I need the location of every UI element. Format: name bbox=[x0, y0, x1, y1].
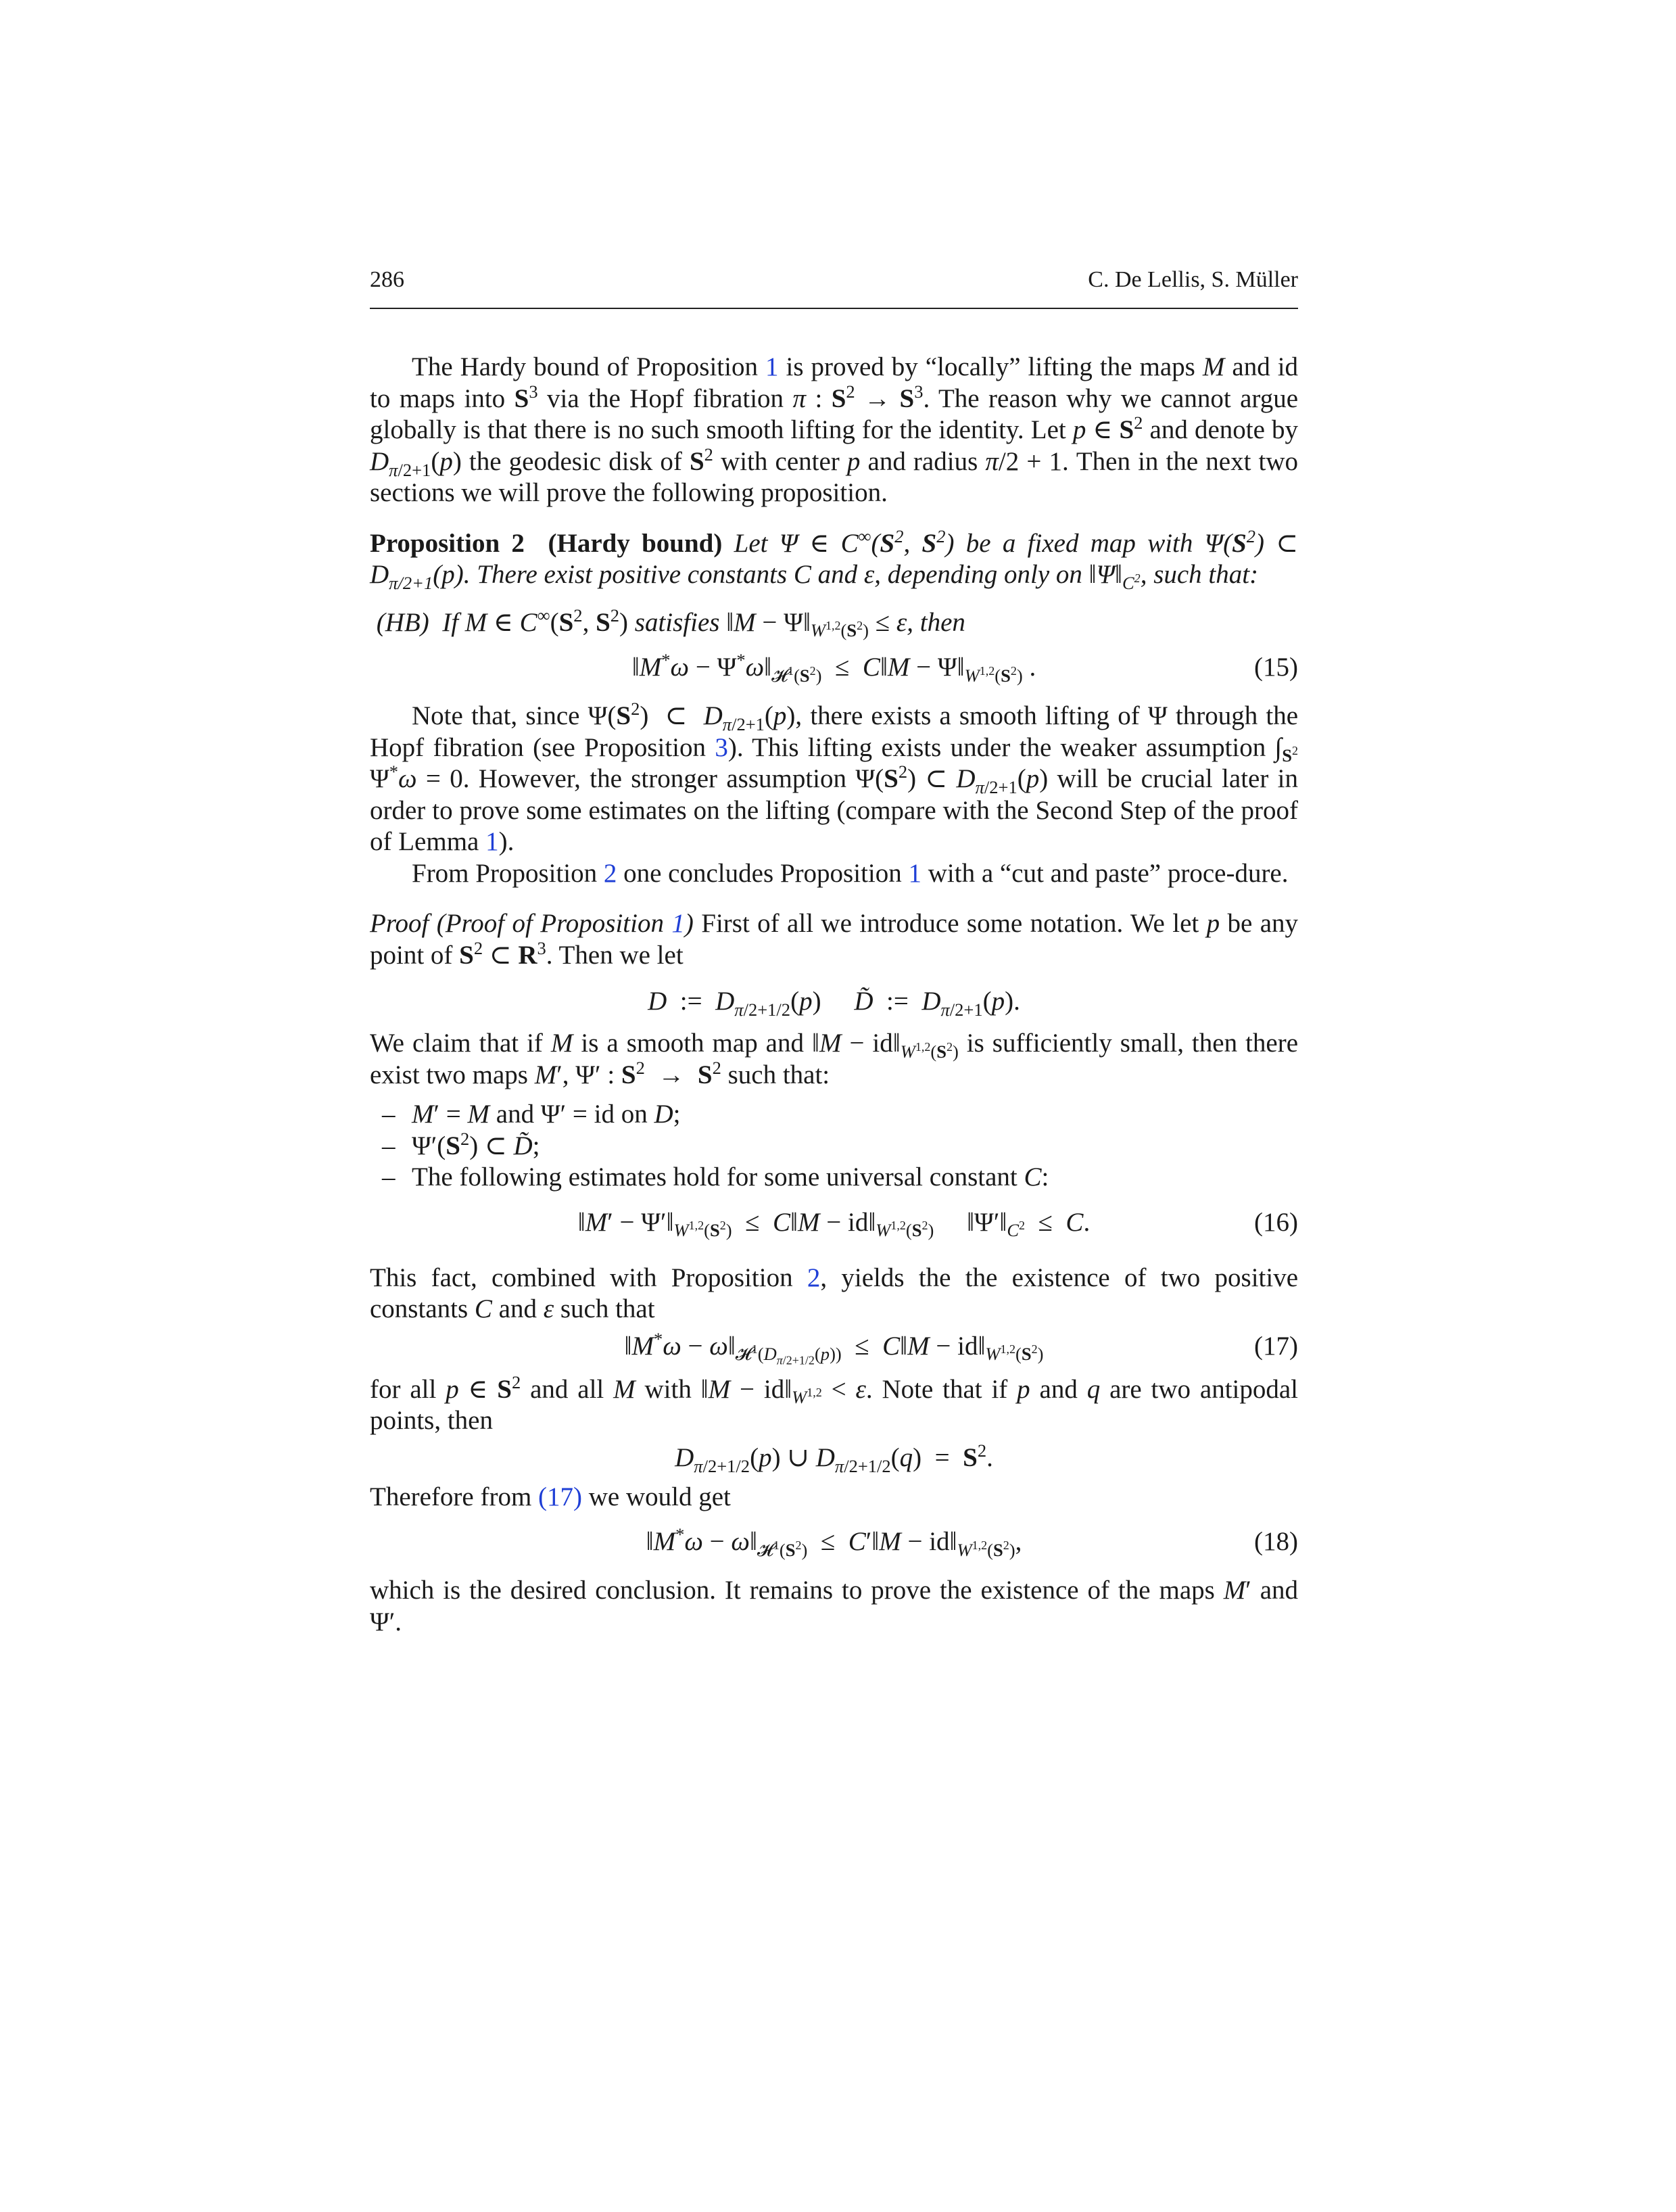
equation-number: (16) bbox=[1254, 1207, 1298, 1237]
equation-disks: D := $D_{\pi/2+1/2}(p)$ D̃ := $D_{\pi/2+1}(p)$. bbox=[648, 987, 1020, 1020]
page-body bbox=[370, 352, 1298, 1638]
link-proposition-3[interactable]: 3 bbox=[715, 732, 728, 762]
paragraph-note: Note that, since $\Psi(S^2)$ ⊂ $D_{\pi/2+1}(p)$, there exists a smooth lifting of Ψ through the Hopf fibration (see Proposition 3). This lifting exists under the weaker assumption $\int_{S^2}$ Ψ*ω = 0. However, the stronger assumption $\Psi(S^2)$ ⊂ $D_{\pi/2+1}(p)$ will be crucial later in order to prove some estimates on the lifting (compare with the Second Step of the proof of Lemma 1). bbox=[370, 699, 1299, 856]
equation-18: ‖M*ω − $\omega‖_{𝓗^1(S^2)}$ ≤ C′‖M − $id‖_{W^{1,2}(S^2)}$, (18) bbox=[646, 1524, 1298, 1560]
running-authors: C. De Lellis, S. Müller bbox=[1088, 267, 1298, 292]
link-equation-17[interactable]: (17) bbox=[538, 1482, 583, 1511]
paragraph-claim: We claim that if M is a smooth map and ‖M − $id‖_{W^{1,2}(S^2)}$ is sufficiently small, then there exist two maps M′, Ψ′ : $S^2 \to S^2$ such that: bbox=[370, 1029, 1299, 1089]
equation-17: ‖M*ω − $\omega‖_{𝓗^1(D_{\pi/2+1/2}(p))}$ ≤ C‖M − $id‖_{W^{1,2}(S^2)}$ (17) bbox=[624, 1328, 1298, 1367]
list-item: – The following estimates hold for some universal constant C: bbox=[370, 1162, 1298, 1194]
paragraph-conclusion: which is the desired conclusion. It remains to prove the existence of the maps M′ and Ψ′. bbox=[370, 1576, 1298, 1637]
link-proposition-1[interactable]: 1 bbox=[765, 352, 779, 381]
list-item: – M′ = M and Ψ′ = id on D; bbox=[370, 1099, 1298, 1131]
proof-start: Proof (Proof of Proposition 1) First of all we introduce some notation. We let p be any point of $S^2$ ⊂ $R^3$. Then we let bbox=[370, 909, 1299, 970]
page-number: 286 bbox=[370, 267, 404, 292]
paragraph-antipodal: for all p ∈ $S^2$ and all M with ‖M − $id‖_{W^{1,2}} < \varepsilon$. Note that if p and q are two antipodal points, then bbox=[370, 1371, 1299, 1435]
proposition-2: Proposition 2 (Hardy bound) Let Ψ ∈ $C^\infty(S^2$, $S^2$) be a fixed map with $\Psi(S^2)$ ⊂ $D_{\pi/2+1}(p)$. There exist positive constants C and ε, depending only on $‖\Psi‖_{C^2}$, such that: bbox=[370, 525, 1298, 593]
link-proposition-1b[interactable]: 1 bbox=[908, 858, 921, 888]
condition-hb: (HB) If M ∈ $C^\infty(S^2$, $S^2$) satisfies ‖M − $\Psi‖_{W^{1,2}(S^2)} \le \varepsilon$, then bbox=[376, 605, 965, 641]
paragraph-therefore: Therefore from (17) we would get bbox=[370, 1482, 731, 1511]
claim-list bbox=[370, 1099, 1298, 1194]
equation-15: ‖M*ω − $\Psi^*\omega‖_{𝓗^1(S^2)}$ ≤ C‖M − $\Psi‖_{W^{1,2}(S^2)}$ . (15) bbox=[631, 650, 1298, 686]
equation-16: ‖M′ − $\Psi'‖_{W^{1,2}(S^2)}$ ≤ C‖M − $id‖_{W^{1,2}(S^2)}$ $‖\Psi'‖_{C^2} \le C$. (16) bbox=[577, 1207, 1298, 1241]
equation-number: (17) bbox=[1254, 1331, 1298, 1361]
equation-number: (15) bbox=[1254, 653, 1298, 682]
list-item: – $\Psi'(S^2)$ ⊂ D̃; bbox=[370, 1131, 1298, 1162]
link-proposition-2[interactable]: 2 bbox=[603, 858, 617, 888]
paragraph-intro: The Hardy bound of Proposition 1 is proved by “locally” lifting the maps M and id to maps into $S^3$ via the Hopf fibration π : $S^2 \to S^3$. The reason why we cannot argue globally is that there is no such smooth lifting for the identity. Let p ∈ $S^2$ and denote by $D_{\pi/2+1}(p)$ the geodesic disk of $S^2$ with center p and radius π/2 + 1. Then in the next two sections we will prove the following proposition. bbox=[370, 352, 1299, 507]
link-proposition-1c[interactable]: 1 bbox=[671, 909, 685, 938]
paragraph-cut-paste: From Proposition 2 one concludes Proposition 1 with a “cut and paste” proce-dure. bbox=[412, 858, 1289, 888]
running-header bbox=[370, 267, 1298, 309]
link-proposition-2b[interactable]: 2 bbox=[807, 1263, 821, 1292]
paragraph-combined: This fact, combined with Proposition 2, yields the the existence of two positive constants C and ε such that bbox=[370, 1263, 1299, 1323]
link-lemma-1[interactable]: 1 bbox=[485, 827, 499, 856]
equation-union: $D_{\pi/2+1/2}(p)$ ∪ $D_{\pi/2+1/2}(q) = S^2$. bbox=[675, 1440, 993, 1476]
equation-number: (18) bbox=[1254, 1527, 1298, 1556]
